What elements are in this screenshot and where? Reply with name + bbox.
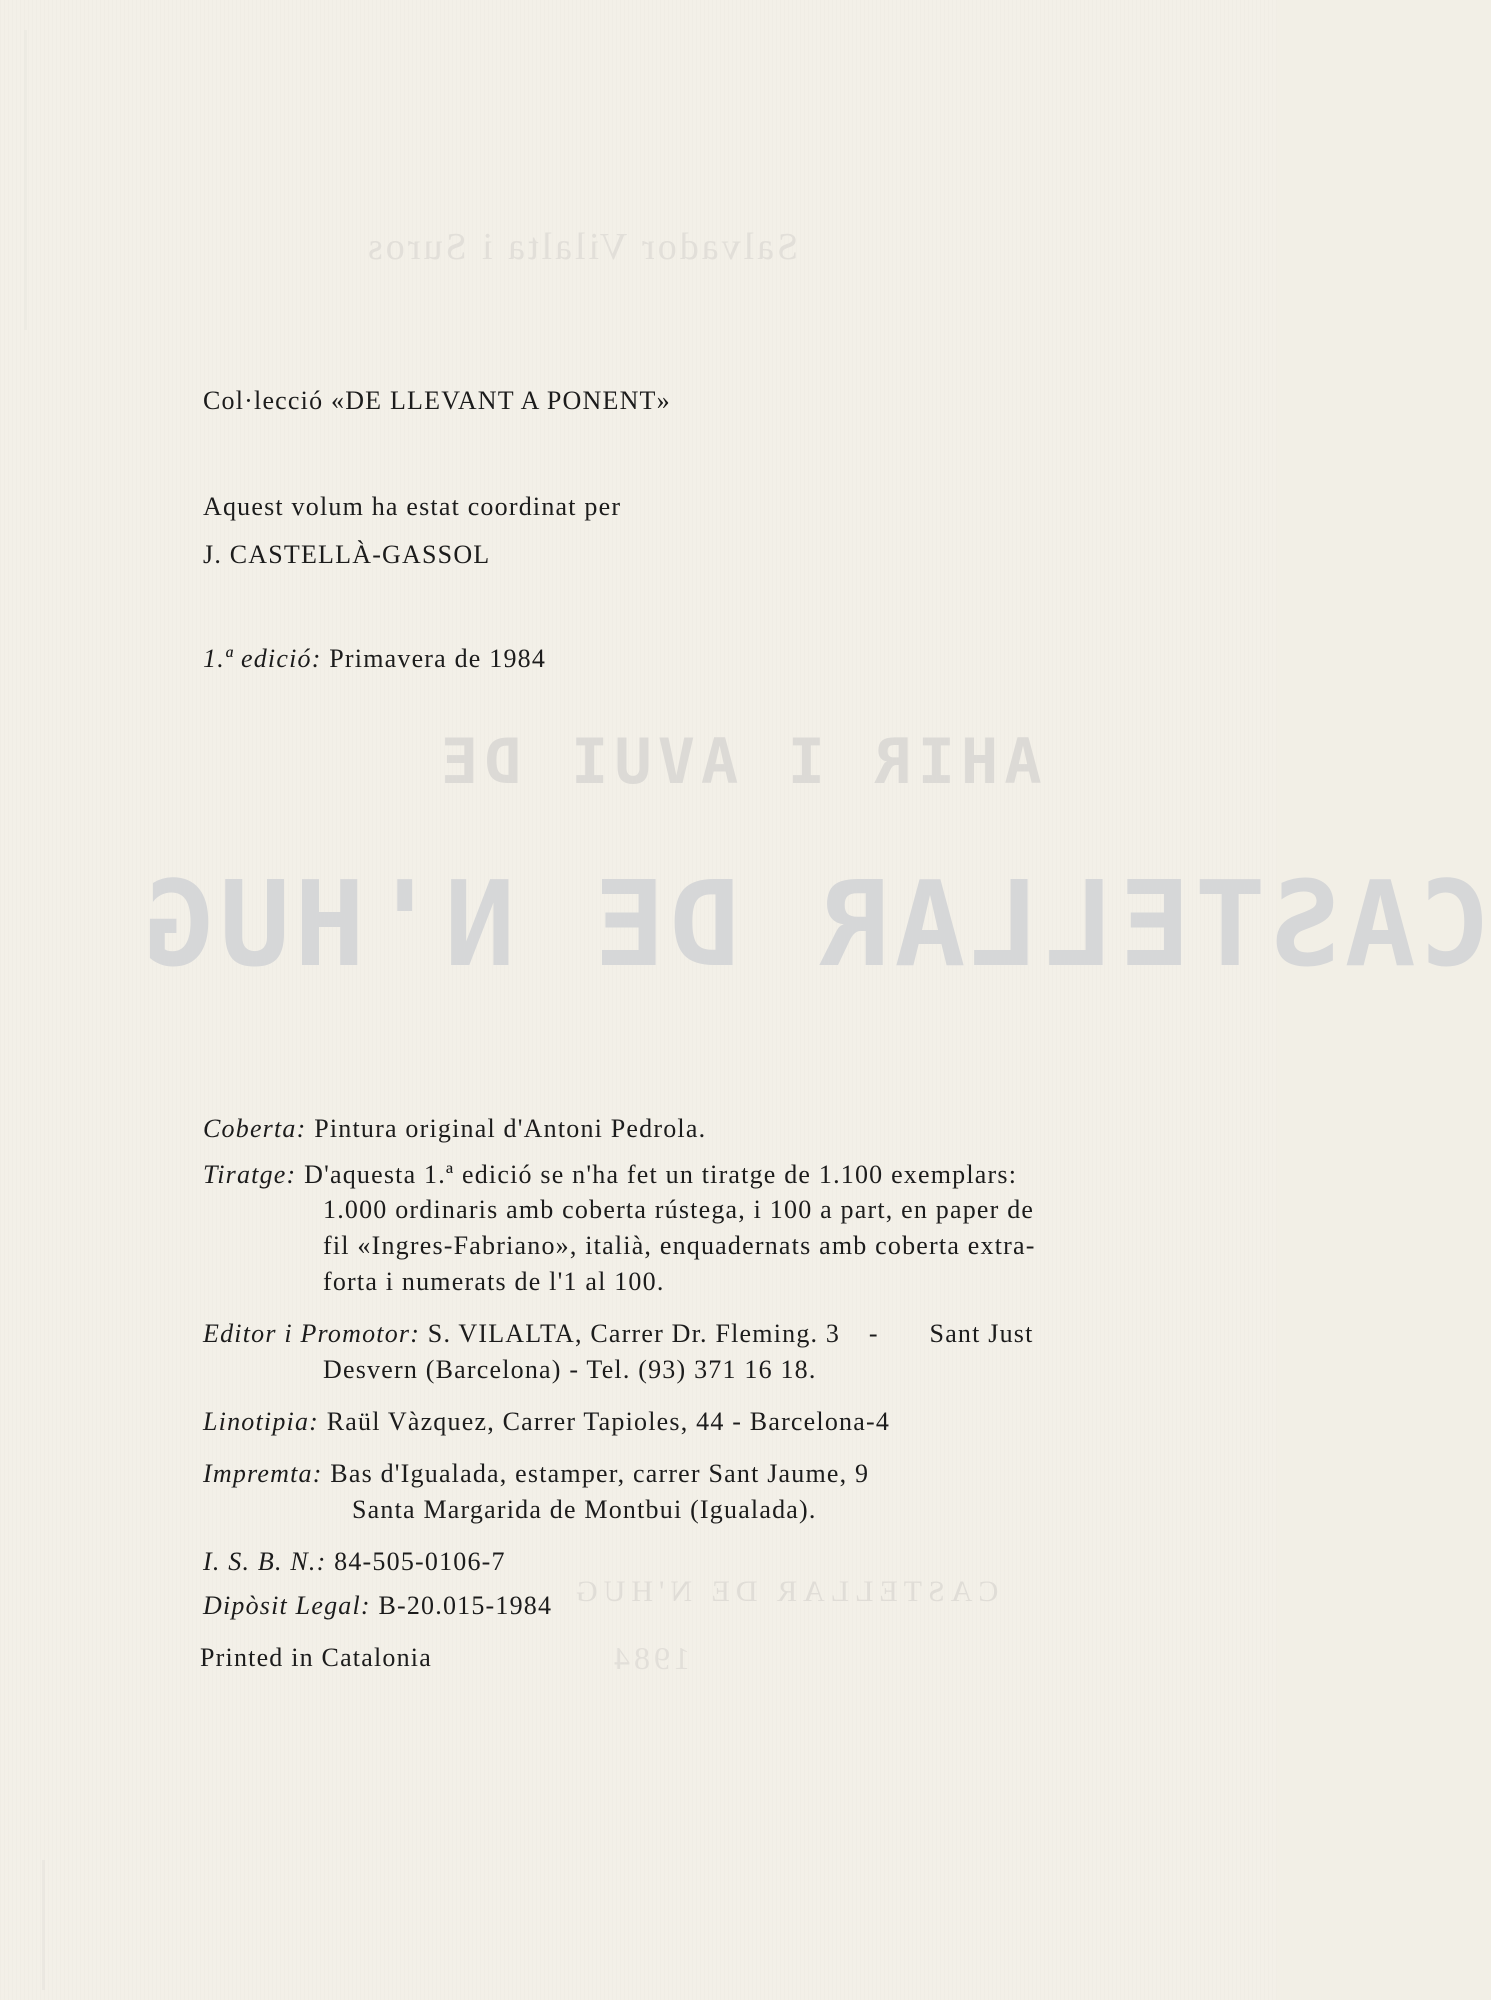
legal-deposit-value: B-20.015-1984 — [378, 1591, 553, 1620]
cover-label: Coberta: — [203, 1114, 307, 1143]
edition-label: 1.ª edició: — [203, 644, 322, 673]
print-run-text-1: D'aquesta 1.ª edició se n'ha fet un tiratge de 1.100 exemplars: — [304, 1160, 1018, 1189]
publisher-town: Sant Just — [929, 1319, 1034, 1348]
publisher-line-1 — [203, 1317, 1034, 1351]
printer-label: Impremta: — [203, 1459, 323, 1488]
edition-line — [203, 642, 546, 676]
publisher-separator: - — [868, 1319, 879, 1348]
print-run-line-4: forta i numerats de l'1 al 100. — [323, 1267, 665, 1296]
show-through-edge-bottom — [42, 1860, 85, 1990]
print-run-line-3: fil «Ingres-Fabriano», italià, enquadernats amb coberta extra- — [323, 1231, 1036, 1260]
linotype-line — [203, 1405, 890, 1439]
isbn-value: 84-505-0106-7 — [334, 1547, 506, 1576]
publisher-line-2: Desvern (Barcelona) - Tel. (93) 371 16 18. — [323, 1355, 817, 1384]
printed-in: Printed in Catalonia — [200, 1643, 432, 1672]
print-run-label: Tiratge: — [203, 1160, 297, 1189]
printer-address: Bas d'Igualada, estamper, carrer Sant Jaume, 9 — [330, 1459, 870, 1488]
cover-value: Pintura original d'Antoni Pedrola. — [314, 1114, 707, 1143]
isbn-label: I. S. B. N.: — [203, 1547, 327, 1576]
show-through-author: Salvador Vilalta i Suros — [365, 226, 799, 268]
show-through-title-2: CASTELLAR DE N'HUG — [140, 855, 1491, 993]
show-through-edge — [24, 30, 87, 330]
show-through-title-1: AHIR I AVUI DE — [435, 725, 1042, 798]
printer-line-2: Santa Margarida de Montbui (Igualada). — [352, 1495, 817, 1524]
edition-value: Primavera de 1984 — [329, 644, 547, 673]
coordinator-name: J. CASTELLÀ-GASSOL — [203, 540, 491, 569]
collection-name: Col·lecció «DE LLEVANT A PONENT» — [203, 386, 671, 415]
coordination-text: Aquest volum ha estat coordinat per — [203, 492, 622, 521]
legal-deposit-line — [203, 1589, 552, 1623]
show-through-year: 1984 — [610, 1640, 690, 1676]
show-through-running-title: CASTELLAR DE N'HUG — [570, 1575, 999, 1608]
linotype-label: Linotipia: — [203, 1407, 320, 1436]
legal-deposit-label: Dipòsit Legal: — [203, 1591, 371, 1620]
publisher-label: Editor i Promotor: — [203, 1319, 421, 1348]
printer-line-1 — [203, 1457, 869, 1491]
cover-line — [203, 1112, 706, 1146]
print-run-line-2: 1.000 ordinaris amb coberta rústega, i 100 a part, en paper de — [323, 1195, 1035, 1224]
isbn-line — [203, 1545, 506, 1579]
linotype-value: Raül Vàzquez, Carrer Tapioles, 44 - Barcelona-4 — [326, 1407, 891, 1436]
print-run-line-1 — [203, 1158, 1017, 1192]
publisher-address: S. VILALTA, Carrer Dr. Fleming. 3 — [427, 1319, 841, 1348]
